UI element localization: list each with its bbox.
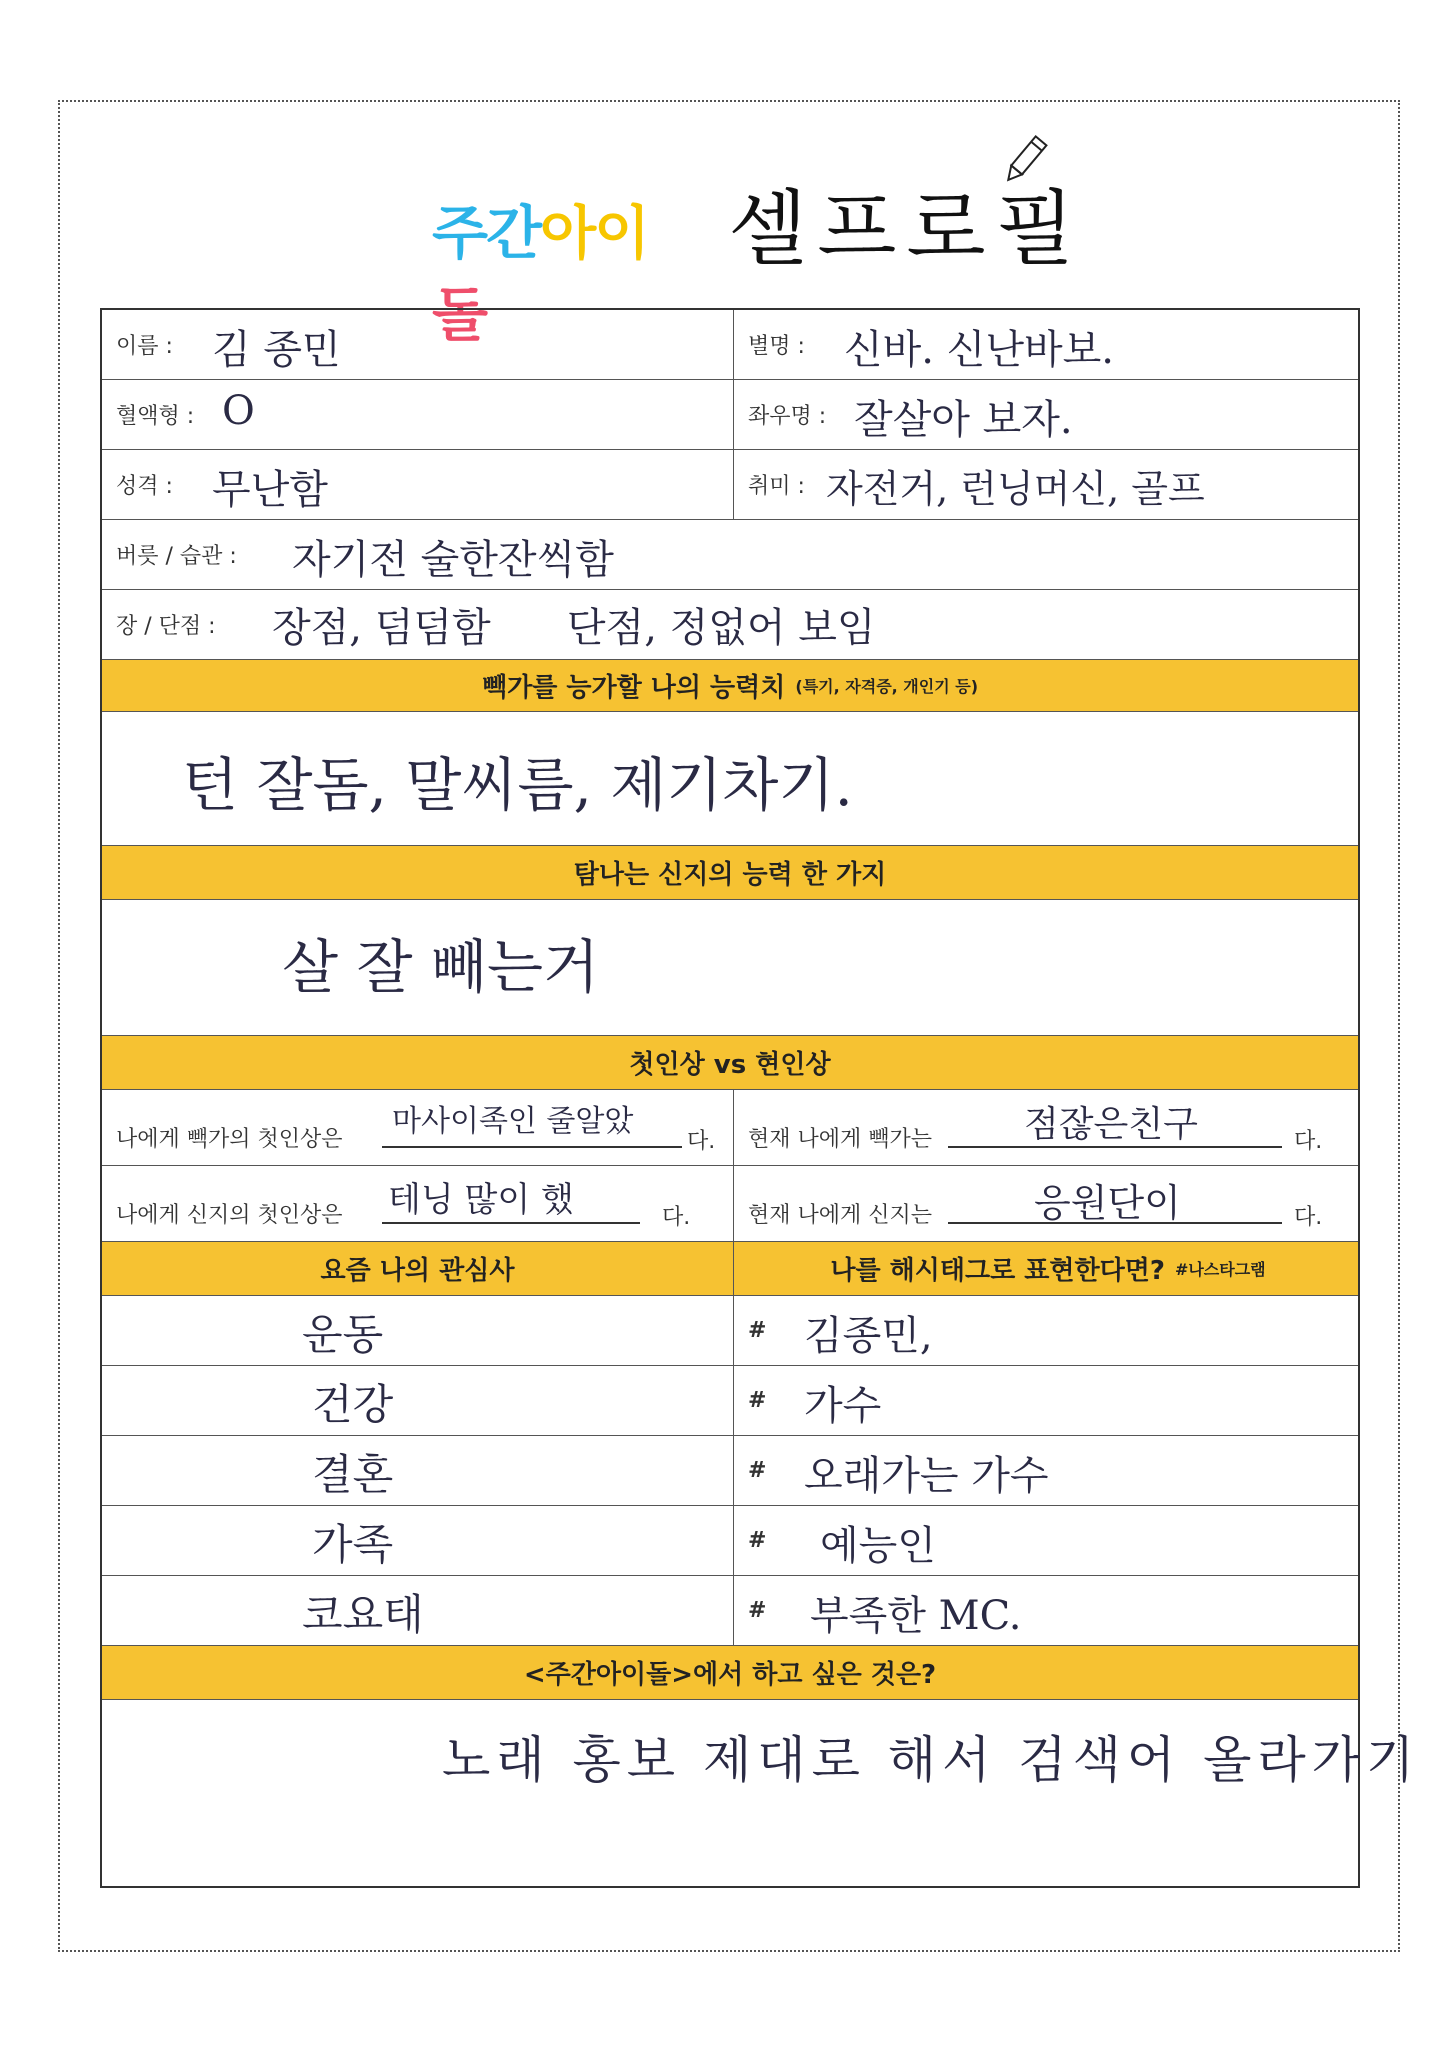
wish-area	[102, 1700, 1421, 1886]
interest-1: 운동	[302, 1310, 384, 1359]
bbaekga-first-label: 나에게 빽가의 첫인상은	[116, 1127, 343, 1152]
hobby-cell	[734, 450, 1362, 519]
personality-value: 무난함	[212, 467, 328, 513]
hashtag-cell-1	[734, 1296, 1362, 1365]
bbaekga-first-da: 다.	[687, 1129, 716, 1154]
nickname-value: 신바. 신난바보.	[844, 327, 1114, 373]
ability-title: 빽가를 능가할 나의 능력치	[481, 673, 786, 703]
logo-part-3: 돌	[432, 281, 487, 349]
shinji-first-cell	[102, 1166, 734, 1241]
interest-cell-4	[102, 1506, 734, 1575]
hashtag-cell-2	[734, 1366, 1362, 1435]
hash-symbol: #	[748, 1458, 767, 1483]
blood-cell	[102, 380, 734, 449]
hashtag-4: 예능인	[820, 1523, 936, 1569]
blood-label: 혈액형 :	[116, 404, 195, 429]
weekly-idol-logo	[432, 192, 702, 349]
ability-area	[102, 712, 1358, 846]
name-label: 이름 :	[116, 334, 173, 359]
interest-cell-2	[102, 1366, 734, 1435]
hashtag-2: 가수	[804, 1383, 882, 1429]
interest-row-4	[102, 1506, 1358, 1576]
name-cell	[102, 310, 734, 379]
hash-symbol: #	[748, 1598, 767, 1623]
interests-band	[102, 1242, 1358, 1296]
bbaekga-now-value: 점잖은친구	[1024, 1104, 1198, 1145]
ability-note: (특기, 자격증, 개인기 등)	[795, 677, 979, 696]
wish-value: 노래 홍보 제대로 해서 검색어 올라가기	[442, 1731, 1421, 1789]
bbaekga-now-cell	[734, 1090, 1362, 1165]
interest-row-1	[102, 1296, 1358, 1366]
profile-form	[100, 308, 1421, 1888]
interest-cell-3	[102, 1436, 734, 1505]
wish-title: <주간아이돌>에서 하고 싶은 것은?	[523, 1660, 937, 1690]
shinji-now-da: 다.	[1294, 1205, 1323, 1230]
hash-symbol: #	[748, 1318, 767, 1343]
envy-band	[102, 846, 1358, 900]
shinji-first-value: 테닝 많이 했	[388, 1180, 574, 1220]
hashtag-3: 오래가는 가수	[804, 1453, 1049, 1499]
hashtag-5: 부족한 MC.	[810, 1593, 1022, 1639]
hashtag-note: #나스타그램	[1174, 1260, 1266, 1279]
interest-5: 코요태	[302, 1590, 424, 1639]
envy-title: 탐나는 신지의 능력 한 가지	[573, 860, 887, 890]
envy-value: 살 잘 빼는거	[282, 933, 600, 1001]
logo-part-2: 아이	[540, 199, 649, 267]
interest-row-3	[102, 1436, 1358, 1506]
hashtag-cell-5	[734, 1576, 1362, 1645]
impression-row-bbaekga	[102, 1090, 1358, 1166]
hash-symbol: #	[748, 1528, 767, 1553]
prosandcons-cell	[102, 590, 1358, 659]
prosandcons-value: 장점, 덤덤함 단점, 정없어 보임	[272, 605, 876, 651]
motto-label: 좌우명 :	[748, 404, 827, 429]
shinji-now-label: 현재 나에게 신지는	[748, 1203, 933, 1228]
bbaekga-now-da: 다.	[1294, 1129, 1323, 1154]
motto-cell	[734, 380, 1362, 449]
interests-title: 요즘 나의 관심사	[320, 1256, 515, 1286]
row-name	[102, 310, 1358, 380]
ability-value: 턴 잘돔, 말씨름, 제기차기.	[182, 751, 853, 819]
hashtag-1: 김종민,	[804, 1313, 933, 1359]
bbaekga-first-cell	[102, 1090, 734, 1165]
hashtag-title: 나를 해시태그로 표현한다면?	[830, 1256, 1165, 1286]
ability-band	[102, 660, 1358, 712]
interests-title-cell	[102, 1242, 734, 1295]
blood-value: O	[222, 388, 255, 434]
logo-part-1: 주간	[432, 199, 541, 267]
impression-band	[102, 1036, 1358, 1090]
hashtag-title-cell	[734, 1242, 1362, 1295]
envy-area	[102, 900, 1358, 1036]
shinji-first-da: 다.	[662, 1205, 691, 1230]
bbaekga-first-value: 마사이족인 줄알았	[392, 1104, 634, 1139]
shinji-now-value: 응원단이	[1034, 1181, 1181, 1225]
personality-cell	[102, 450, 734, 519]
habit-label: 버릇 / 습관 :	[116, 544, 237, 569]
interest-row-5	[102, 1576, 1358, 1646]
name-value: 김 종민	[212, 327, 341, 373]
row-blood	[102, 380, 1358, 450]
hashtag-cell-3	[734, 1436, 1362, 1505]
personality-label: 성격 :	[116, 474, 173, 499]
wish-band	[102, 1646, 1358, 1700]
interest-3: 결혼	[312, 1450, 394, 1499]
pencil-icon	[1000, 130, 1050, 190]
nickname-cell	[734, 310, 1362, 379]
prosandcons-label: 장 / 단점 :	[116, 614, 216, 639]
shinji-first-line	[382, 1222, 640, 1224]
hashtag-cell-4	[734, 1506, 1362, 1575]
row-personality	[102, 450, 1358, 520]
bbaekga-now-label: 현재 나에게 빽가는	[748, 1127, 933, 1152]
habit-cell	[102, 520, 1358, 589]
interest-cell-1	[102, 1296, 734, 1365]
interest-2: 건강	[312, 1380, 394, 1429]
shinji-now-cell	[734, 1166, 1362, 1241]
shinji-first-label: 나에게 신지의 첫인상은	[116, 1203, 343, 1228]
interest-row-2	[102, 1366, 1358, 1436]
motto-value: 잘살아 보자.	[854, 397, 1073, 443]
bbaekga-first-line	[382, 1146, 682, 1148]
habit-value: 자기전 술한잔씩함	[292, 537, 614, 583]
hobby-label: 취미 :	[748, 474, 805, 499]
impression-title: 첫인상 vs 현인상	[629, 1050, 831, 1080]
row-prosandcons	[102, 590, 1358, 660]
nickname-label: 별명 :	[748, 334, 805, 359]
impression-row-shinji	[102, 1166, 1358, 1242]
hobby-value: 자전거, 런닝머신, 골프	[826, 467, 1205, 511]
page-title: 셀프로필	[728, 182, 1085, 277]
interest-4: 가족	[312, 1520, 394, 1569]
row-habit	[102, 520, 1358, 590]
hash-symbol: #	[748, 1388, 767, 1413]
interest-cell-5	[102, 1576, 734, 1645]
